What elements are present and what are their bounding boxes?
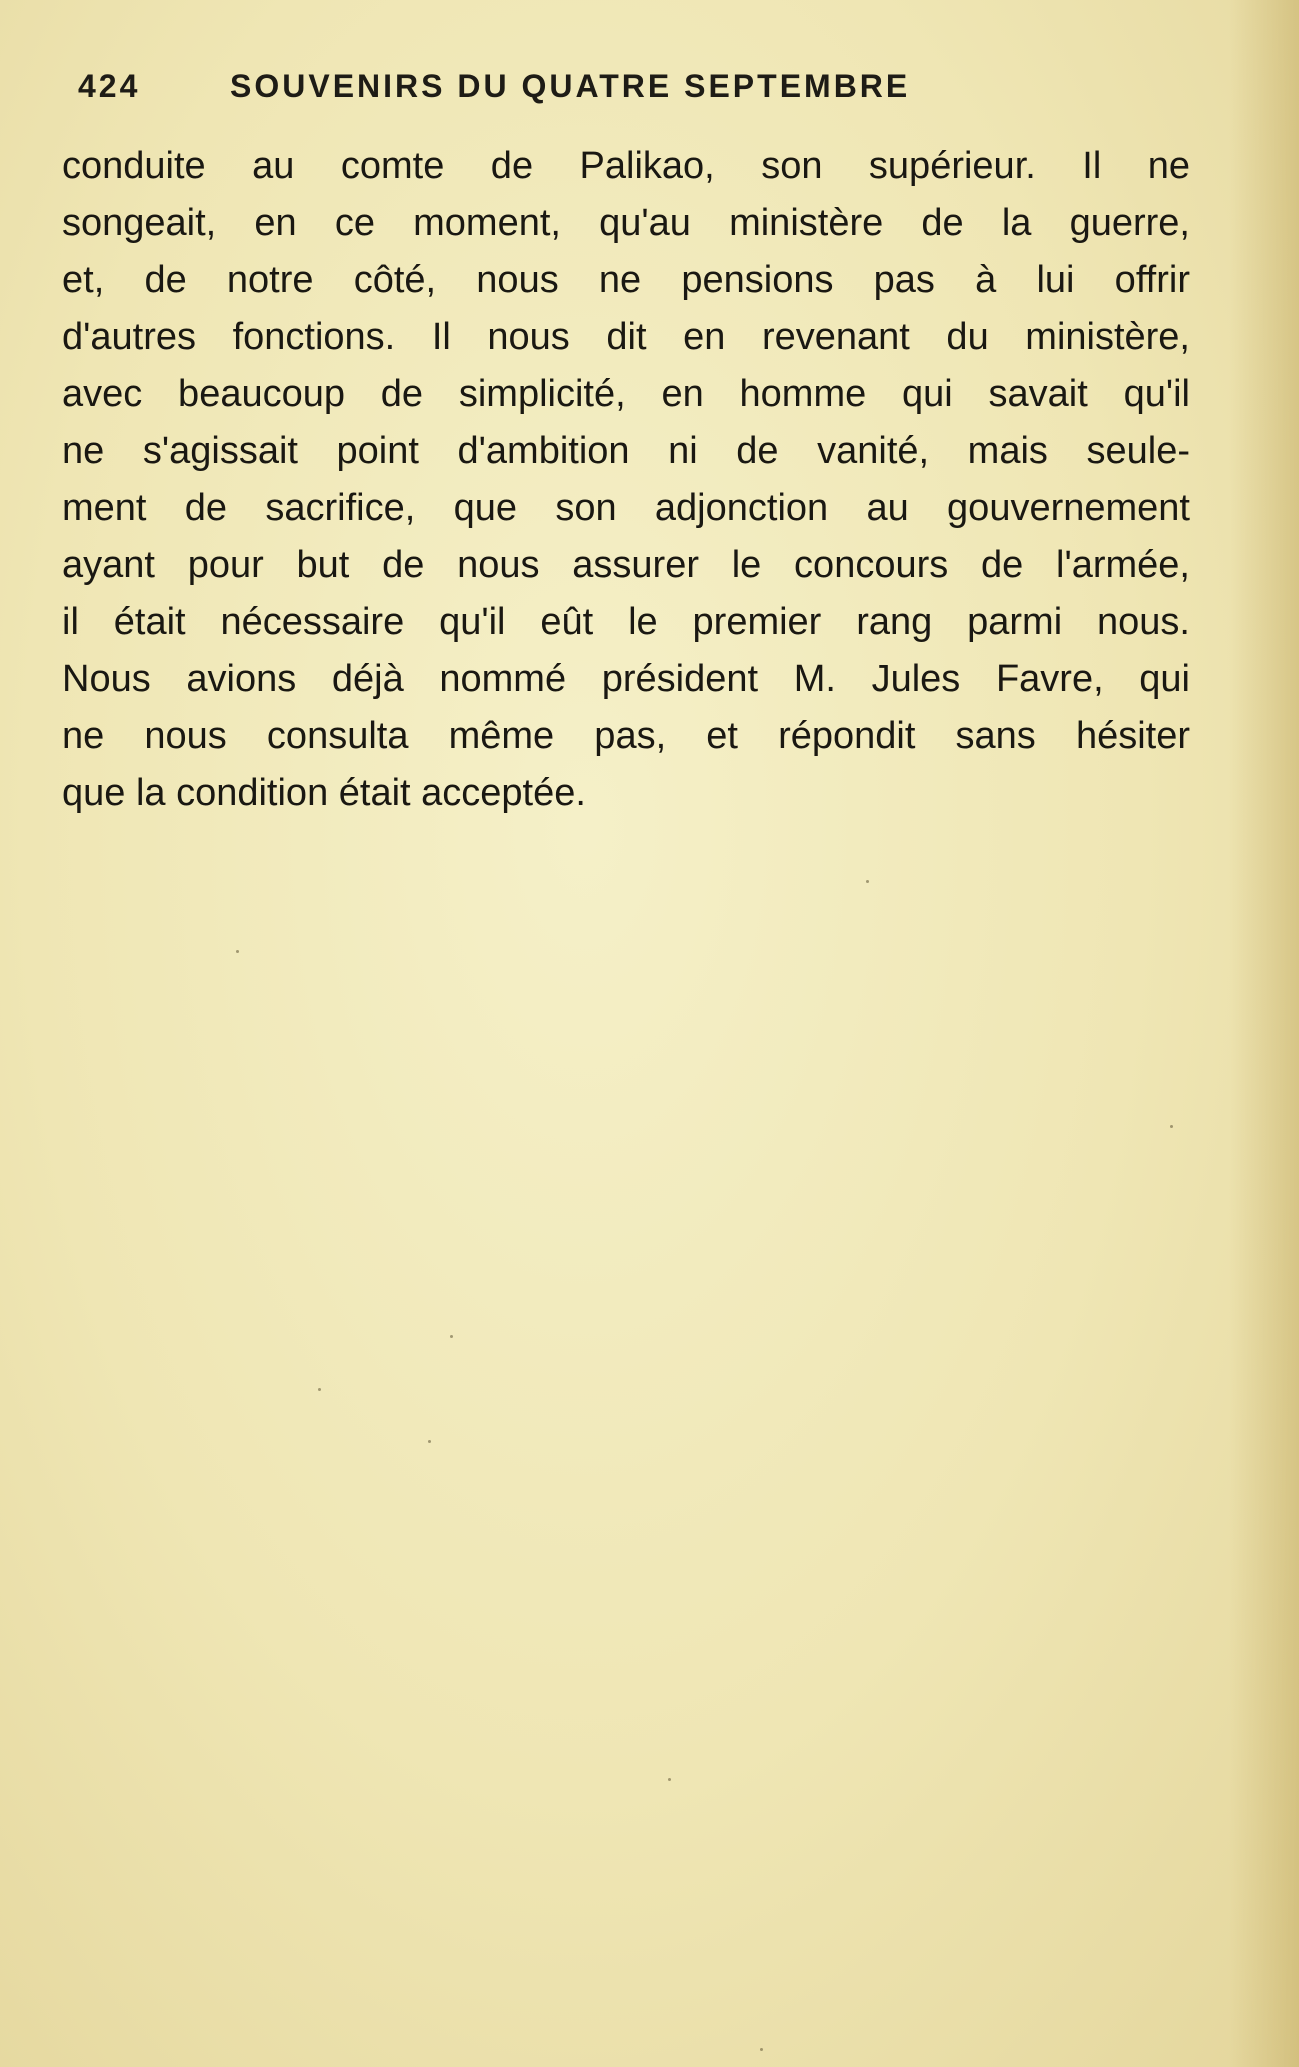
page-edge-shadow — [1229, 0, 1299, 2067]
text-line: et, de notre côté, nous ne pensions pas à lui offrir — [62, 259, 1190, 301]
text-line: ne s'agissait point d'ambition ni de vanité, mais seule- — [62, 430, 1190, 472]
paper-speck — [668, 1778, 671, 1781]
text-line: d'autres fonctions. Il nous dit en revenant du ministère, — [62, 316, 1190, 358]
text-line: ne nous consulta même pas, et répondit sans hésiter — [62, 715, 1190, 757]
paper-speck — [760, 2048, 763, 2051]
paper-speck — [428, 1440, 431, 1443]
text-line: Nous avions déjà nommé président M. Jules Favre, qui — [62, 658, 1190, 700]
text-line: songeait, en ce moment, qu'au ministère de la guerre, — [62, 202, 1190, 244]
paper-speck — [236, 950, 239, 953]
paper-speck — [318, 1388, 321, 1391]
paper-speck — [450, 1335, 453, 1338]
text-line: ayant pour but de nous assurer le concours de l'armée, — [62, 544, 1190, 586]
body-paragraph — [62, 138, 1190, 822]
text-line: conduite au comte de Palikao, son supérieur. Il ne — [62, 145, 1190, 187]
text-line: avec beaucoup de simplicité, en homme qui savait qu'il — [62, 373, 1190, 415]
running-title: SOUVENIRS DU QUATRE SEPTEMBRE — [230, 68, 911, 104]
running-head — [78, 68, 1228, 108]
text-line: il était nécessaire qu'il eût le premier rang parmi nous. — [62, 601, 1190, 643]
paper-speck — [866, 880, 869, 883]
paper-speck — [1170, 1125, 1173, 1128]
text-line: que la condition était acceptée. — [62, 772, 586, 814]
text-line: ment de sacrifice, que son adjonction au gouvernement — [62, 487, 1190, 529]
page-number: 424 — [78, 68, 141, 104]
